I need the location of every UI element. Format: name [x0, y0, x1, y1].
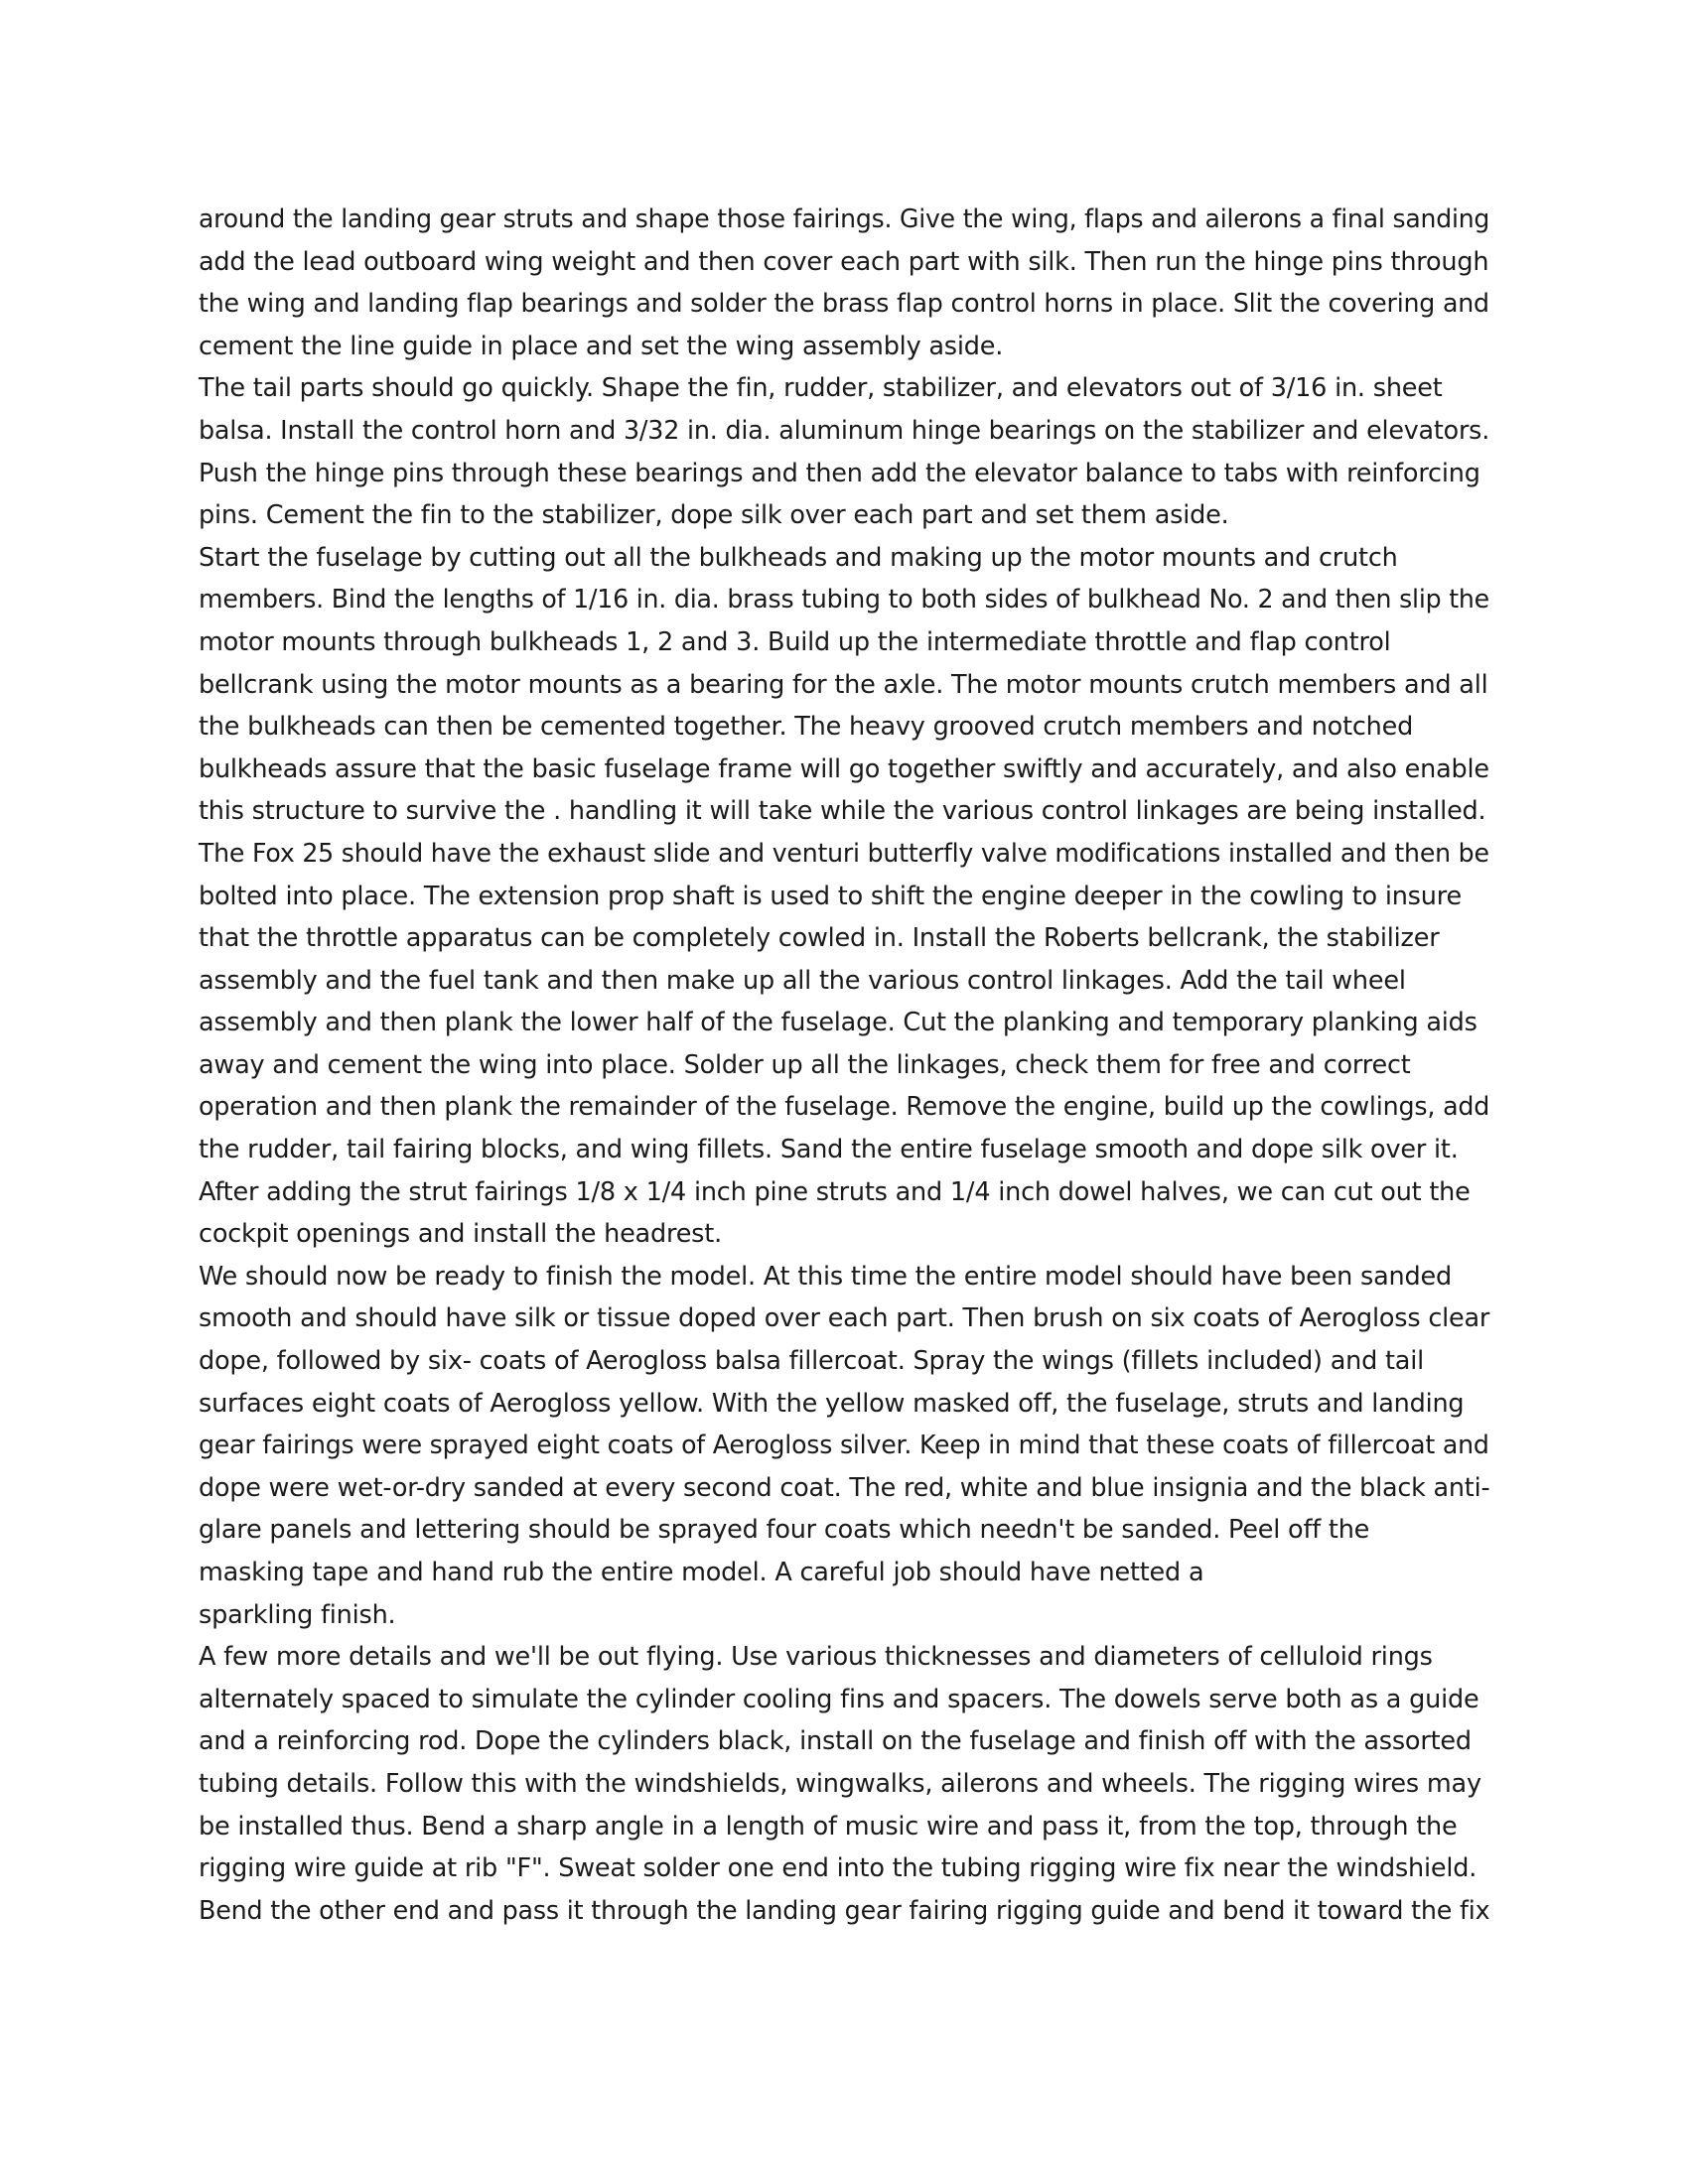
- text-line: masking tape and hand rub the entire model. A careful job should have netted a: [199, 1558, 1204, 1587]
- text-line: Bend the other end and pass it through the landing gear fairing rigging guide and bend it toward the fix: [199, 1895, 1490, 1926]
- text-line: the bulkheads can then be cemented together. The heavy grooved crutch members and notched: [199, 712, 1414, 743]
- text-line: that the throttle apparatus can be completely cowled in. Install the Roberts bellcrank, the stabilizer: [199, 923, 1440, 954]
- text-line: bolted into place. The extension prop shaft is used to shift the engine deeper in the cowling to insure: [199, 881, 1462, 911]
- text-line: The Fox 25 should have the exhaust slide and venturi butterfly valve modifications installed and then be: [199, 838, 1489, 869]
- text-line: Start the fuselage by cutting out all the bulkheads and making up the motor mounts and crutch: [199, 542, 1398, 573]
- text-line: members. Bind the lengths of 1/16 in. dia. brass tubing to both sides of bulkhead No. 2 and then slip the: [199, 585, 1489, 615]
- text-line: balsa. Install the control horn and 3/32 in. dia. aluminum hinge bearings on the stabilizer and elevators.: [199, 415, 1490, 446]
- text-line: this structure to survive the . handling it will take while the various control linkages are being installed.: [199, 796, 1486, 827]
- text-line: sparkling finish.: [199, 1599, 396, 1630]
- text-line: the rudder, tail fairing blocks, and wing fillets. Sand the entire fuselage smooth and dope silk over it.: [199, 1135, 1459, 1165]
- text-line: be installed thus. Bend a sharp angle in a length of music wire and pass it, from the top, through the: [199, 1811, 1458, 1842]
- text-line: surfaces eight coats of Aerogloss yellow. With the yellow masked off, the fuselage, struts and landing: [199, 1388, 1465, 1419]
- text-line: dope, followed by six- coats of Aerogloss balsa fillercoat. Spray the wings (fillets included) and tail: [199, 1346, 1424, 1377]
- text-line: pins. Cement the fin to the stabilizer, dope silk over each part and set them aside.: [199, 500, 1229, 531]
- text-line: add the lead outboard wing weight and then cover each part with silk. Then run the hinge pins through: [199, 246, 1489, 277]
- text-line: cement the line guide in place and set the wing assembly aside.: [199, 331, 1004, 361]
- text-line: smooth and should have silk or tissue doped over each part. Then brush on six coats of Aerogloss clear: [199, 1303, 1490, 1334]
- text-line: away and cement the wing into place. Solder up all the linkages, check them for free and correct: [199, 1049, 1411, 1080]
- text-line: We should now be ready to finish the model. At this time the entire model should have been sanded: [199, 1261, 1452, 1292]
- text-line: motor mounts through bulkheads 1, 2 and 3. Build up the intermediate throttle and flap control: [199, 626, 1391, 657]
- text-line: the wing and landing flap bearings and solder the brass flap control horns in place. Slit the covering and: [199, 289, 1489, 320]
- text-line: alternately spaced to simulate the cylinder cooling fins and spacers. The dowels serve both as a guide: [199, 1684, 1479, 1714]
- text-line: The tail parts should go quickly. Shape the fin, rudder, stabilizer, and elevators out of 3/16 in. sheet: [199, 373, 1443, 404]
- text-line: tubing details. Follow this with the windshields, wingwalks, ailerons and wheels. The rigging wires may: [199, 1768, 1481, 1799]
- text-line: cockpit openings and install the headrest.: [199, 1219, 722, 1250]
- text-line: bellcrank using the motor mounts as a bearing for the axle. The motor mounts crutch members and all: [199, 669, 1488, 700]
- text-line: Push the hinge pins through these bearings and then add the elevator balance to tabs with reinforcing: [199, 458, 1480, 488]
- text-line: and a reinforcing rod. Dope the cylinders black, install on the fuselage and finish off with the assorted: [199, 1726, 1472, 1757]
- text-line: dope were wet-or-dry sanded at every second coat. The red, white and blue insignia and the black anti-: [199, 1472, 1490, 1503]
- text-line: operation and then plank the remainder of the fuselage. Remove the engine, build up the cowlings, add: [199, 1092, 1490, 1123]
- text-line: glare panels and lettering should be sprayed four coats which needn't be sanded. Peel off the: [199, 1515, 1370, 1546]
- text-line: bulkheads assure that the basic fuselage frame will go together swiftly and accurately, and also enable: [199, 753, 1489, 784]
- text-line: assembly and then plank the lower half of the fuselage. Cut the planking and temporary planking aids: [199, 1008, 1477, 1038]
- text-line: A few more details and we'll be out flying. Use various thicknesses and diameters of celluloid rings: [199, 1642, 1433, 1673]
- text-line: gear fairings were sprayed eight coats of Aerogloss silver. Keep in mind that these coats of fillercoat and: [199, 1431, 1489, 1461]
- text-line: assembly and the fuel tank and then make up all the various control linkages. Add the tail wheel: [199, 965, 1406, 996]
- text-line: around the landing gear struts and shape those fairings. Give the wing, flaps and ailerons a final sanding: [199, 205, 1490, 234]
- text-line: After adding the strut fairings 1/8 x 1/4 inch pine struts and 1/4 inch dowel halves, we can cut out the: [199, 1176, 1471, 1207]
- body-text: [199, 199, 1489, 1932]
- text-line: rigging wire guide at rib "F". Sweat solder one end into the tubing rigging wire fix near the windshield.: [199, 1853, 1477, 1884]
